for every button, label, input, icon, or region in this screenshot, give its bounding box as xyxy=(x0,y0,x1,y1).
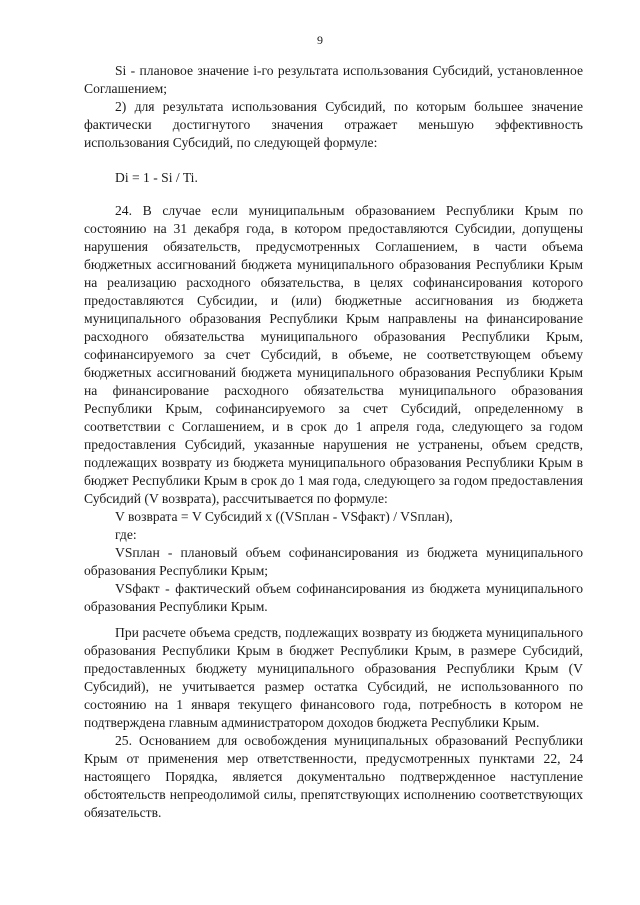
paragraph-24: 24. В случае если муниципальным образованием Республики Крым по состоянию на 31 декабря года, в котором предоставляются Субсидии, допущены нарушения обязательств, предусмотренных Соглашением, в части объема бюджетных ассигнований бюджета муниципального образования Республики Крым на реализацию расходного обязательства, в целях софинансирования которого предоставляются Субсидии, и (или) бюджетные ассигнования из бюджета муниципального образования Республики Крым направлены на финансирование расходного обязательства муниципального образования Республики Крым, софинансируемого за счет Субсидий, в объеме, не соответствующем объему бюджетных ассигнований бюджета муниципального образования Республики Крым на финансирование расходного обязательства муниципального образования Республики Крым, софинансируемого за счет Субсидий, определенному в соответствии с Соглашением, и в срок до 1 апреля года, следующего за годом предоставления Субсидий, указанные нарушения не устранены, объем средств, подлежащих возврату из бюджета муниципального образования Республики Крым в бюджет Республики Крым в срок до 1 мая года, следующего за годом предоставления Субсидий (V возврата), рассчитывается по формуле: xyxy=(84,203,583,506)
paragraph-25: 25. Основанием для освобождения муниципальных образований Республики Крым от применения мер ответственности, предусмотренных пунктами 22, 24 настоящего Порядка, является документально подтвержденное наступление обстоятельств непреодолимой силы, препятствующих исполнению соответствующих обязательств. xyxy=(84,733,583,820)
paragraph-si-definition: Si - плановое значение i-го результата использования Субсидий, установленное Соглашением; xyxy=(84,63,583,96)
paragraph-calculation: При расчете объема средств, подлежащих возврату из бюджета муниципального образования Республики Крым в бюджет Республики Крым, в размере Субсидий, предоставленных бюджету муниципального образования Республики Крым (V Субсидий), не учитывается размер остатка Субсидий, не использованного по состоянию на 1 января текущего финансового года, потребность в котором не подтверждена главным администратором доходов бюджета Республики Крым. xyxy=(84,625,583,730)
page-number: 9 xyxy=(317,33,323,47)
formula-v-return: V возврата = V Субсидий x ((VSплан - VSфакт) / VSплан), xyxy=(115,509,453,524)
formula-where: где: xyxy=(115,527,137,542)
formula-di: Di = 1 - Si / Ti. xyxy=(115,170,198,185)
paragraph-vs-fakt: VSфакт - фактический объем софинансирования из бюджета муниципального образования Республики Крым. xyxy=(84,581,583,614)
document-body xyxy=(84,62,583,822)
paragraph-item-2: 2) для результата использования Субсидий, по которым большее значение фактически достигнутого значения отражает меньшую эффективность использования Субсидий, по следующей формуле: xyxy=(84,99,583,150)
paragraph-vs-plan: VSплан - плановый объем софинансирования из бюджета муниципального образования Республики Крым; xyxy=(84,545,583,578)
